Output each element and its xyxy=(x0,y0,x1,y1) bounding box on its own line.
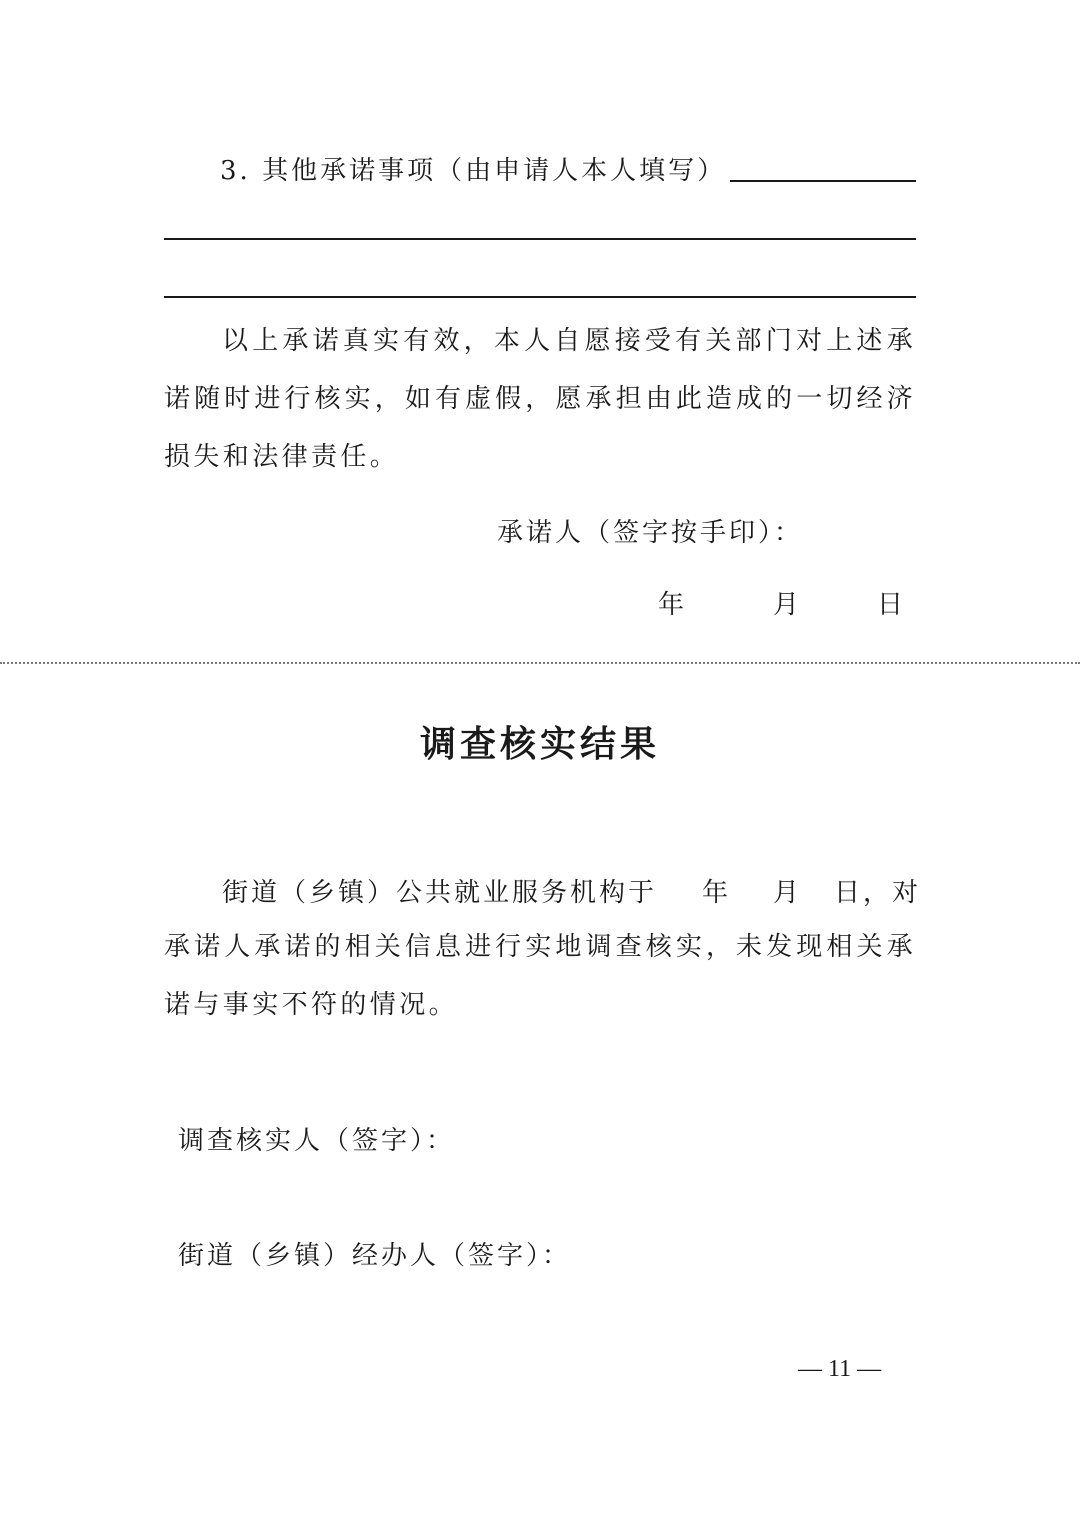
item3-label: 3. 其他承诺事项（由申请人本人填写） xyxy=(220,156,727,186)
item3-blank-line-3 xyxy=(164,296,916,298)
verification-year-label: 年 xyxy=(702,878,732,908)
verification-month-label: 月 xyxy=(773,878,803,908)
handler-label: 街道（乡镇）经办人（签字）： xyxy=(178,1241,572,1271)
signer-label: 承诺人（签字按手印）： xyxy=(497,518,804,548)
verification-day-label: 日，对 xyxy=(834,878,922,908)
section-divider xyxy=(0,662,1080,664)
declaration-paragraph: 以上承诺真实有效，本人自愿接受有关部门对上述承诺随时进行核实，如有虚假，愿承担由此造成的一切经济损失和法律责任。 xyxy=(164,326,916,472)
date-year-label: 年 xyxy=(658,590,688,620)
date-month-label: 月 xyxy=(773,590,803,620)
date-day-label: 日 xyxy=(877,590,907,620)
page-number: — 11 — xyxy=(798,1356,882,1382)
verification-paragraph-rest: 承诺人承诺的相关信息进行实地调查核实，未发现相关承诺与事实不符的情况。 xyxy=(164,932,916,1020)
verification-paragraph-start: 街道（乡镇）公共就业服务机构于 xyxy=(222,878,658,908)
verification-title: 调查核实结果 xyxy=(419,723,660,765)
item3-blank-line xyxy=(730,180,916,182)
investigator-label: 调查核实人（签字）： xyxy=(178,1126,456,1156)
item3-blank-line-2 xyxy=(164,238,916,240)
